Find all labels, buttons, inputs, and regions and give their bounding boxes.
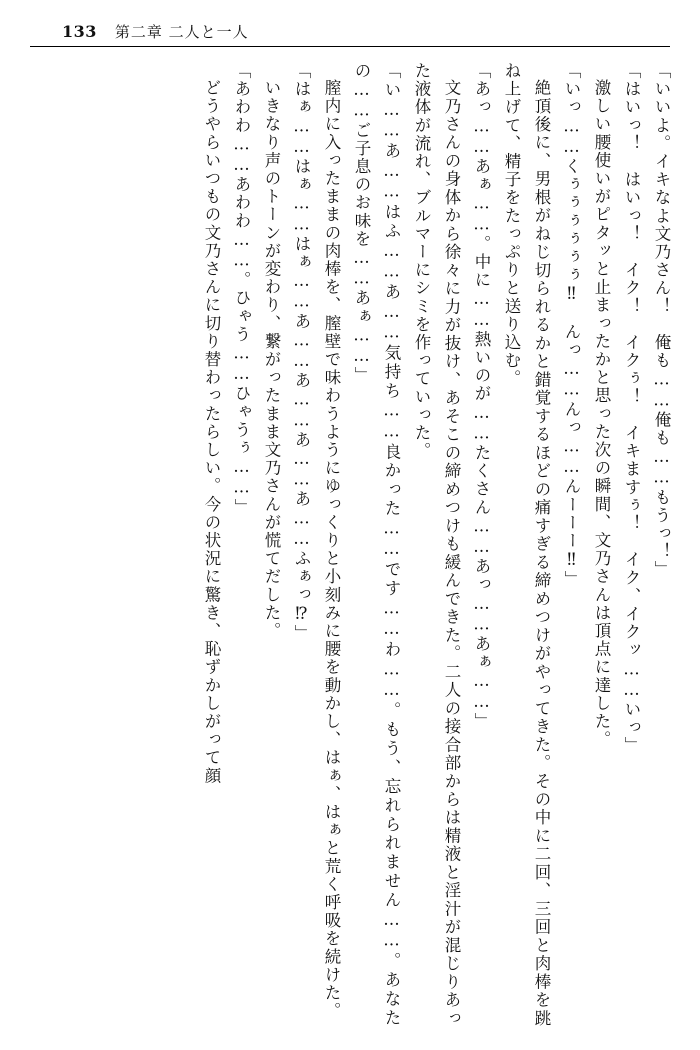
page-number: 133 — [62, 21, 97, 41]
paragraph: いきなり声のトーンが変わり、繋がったまま文乃さんが慌てだした。 — [262, 78, 281, 640]
paragraph: 絶頂後に、男根がねじ切られるかと錯覚するほどの痛すぎる締めつけがやってきた。その中に二回、三回と肉棒を跳ね上げて、精子をたっぷりと送り込む。 — [502, 62, 551, 1027]
paragraph: 「はぁ……はぁ……はぁ……あ……あ……あ……あ……ふぁっ⁉」 — [292, 62, 311, 643]
chapter-title: 第二章 二人と一人 — [114, 22, 249, 41]
paragraph: 「あっ……あぁ……。中に……熱いのが……たくさん……あっ……あぁ……」 — [472, 62, 491, 731]
paragraph: 文乃さんの身体から徐々に力が抜け、あそこの締めつけも緩んできた。二人の接合部からは精液と淫汁が混じりあった液体が流れ、ブルマーにシミを作っていった。 — [412, 62, 461, 1027]
paragraph: 「いっ……くぅぅぅぅぅぅ‼ んっ……んっ……んーーー‼」 — [562, 62, 581, 589]
paragraph: 「あわわ……あわわ……。ひゃう……ひゃうぅ……」 — [232, 62, 251, 517]
paragraph: 激しい腰使いがピタッと止まったかと思った次の瞬間、文乃さんは頂点に達した。 — [592, 78, 611, 749]
page-body — [24, 62, 676, 1027]
paragraph: 「はいっ！ はいっ！ イク！ イクぅ！ イキますぅ！ イク、イクッ……いっ」 — [622, 62, 641, 755]
paragraph: 「い……あ……はふ……あ……気持ち……良かった……です……わ……。もう、忘れられません……。あなたの……ご子息のお味を……あぁ……」 — [352, 62, 401, 1027]
header-divider — [30, 46, 670, 47]
vertical-text-block — [24, 62, 676, 1027]
paragraph: 「いいよ。イキなよ文乃さん！ 俺も……俺も……もうっ！」 — [652, 62, 671, 579]
paragraph: 膣内に入ったままの肉棒を、膣壁で味わうようにゆっくりと小刻みに腰を動かし、はぁ、はぁと荒く呼吸を続けた。 — [322, 78, 341, 1020]
paragraph: どうやらいつもの文乃さんに切り替わったらしい。今の状況に驚き、恥ずかしがって顔 — [202, 78, 221, 785]
page-header — [0, 14, 700, 48]
